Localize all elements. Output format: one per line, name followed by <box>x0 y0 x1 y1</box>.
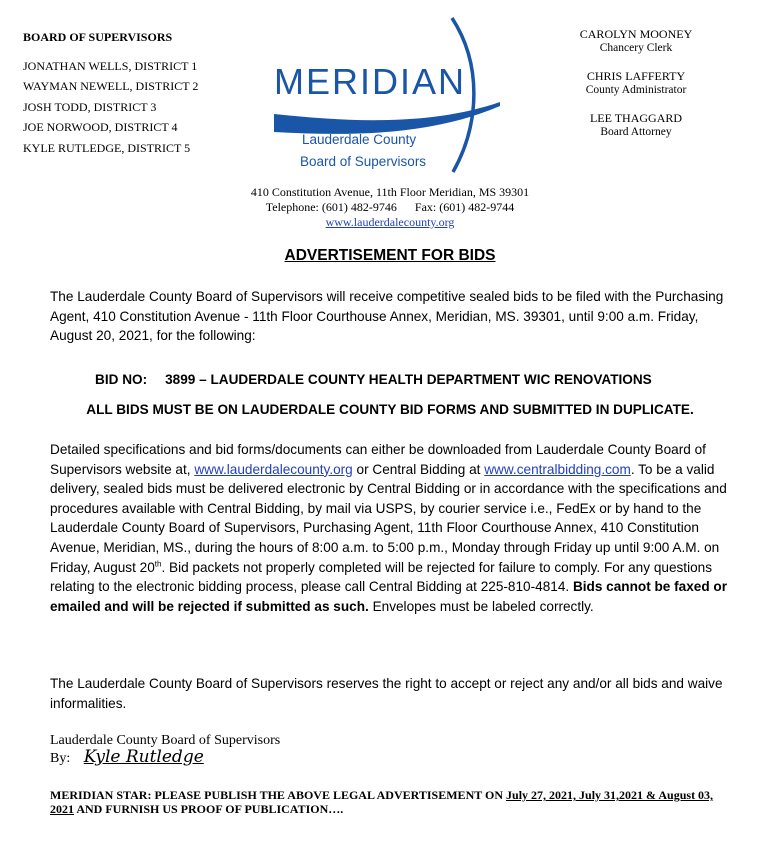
details-text: Envelopes must be labeled correctly. <box>368 598 594 614</box>
official-name: CHRIS LAFFERTY <box>586 69 686 83</box>
bid-number-text: 3899 – LAUDERDALE COUNTY HEALTH DEPARTMENT WIC RENOVATIONS <box>165 372 652 387</box>
signature-block <box>50 732 280 767</box>
reservation-paragraph: The Lauderdale County Board of Supervisors reserves the right to accept or reject any and/or all bids and waive informalities. <box>50 676 723 711</box>
official-role: Board Attorney <box>600 126 672 138</box>
lauderdale-link[interactable]: www.lauderdalecounty.org <box>194 461 353 477</box>
publication-instruction <box>50 788 740 816</box>
board-title: BOARD OF SUPERVISORS <box>23 30 173 44</box>
board-of-supervisors <box>23 27 198 158</box>
fax-label: Fax: <box>414 200 437 214</box>
signature-name: Kyle Rutledge <box>83 747 204 767</box>
phone-fax-line <box>200 200 580 215</box>
official-name: LEE THAGGARD <box>589 111 683 125</box>
fax: (601) 482-9744 <box>439 200 515 214</box>
details-text: . To be a valid delivery, sealed bids must be delivered electronic by Central Bidding or in accordance with the specifications and procedures available with Central Bidding, by mail via USPS, by courier service i.e., FedEx or by hand to the Lauderdale County Board of Supervisors, Purchasing Agent, 11th Floor Courthouse Annex, 410 Constitution Avenue, Meridian, MS., during the hours of 8:00 a.m. to 5:00 p.m., Monday through Friday up until 9:00 A.M. on Friday, August 20 <box>50 461 727 575</box>
board-member: KYLE RUTLEDGE, DISTRICT 5 <box>23 140 191 155</box>
details-paragraph <box>50 440 740 616</box>
details-text: . Bid packets not properly completed will be rejected for failure to comply. For any questions relating to the electronic bidding process, please call Central Bidding at 225-810-4814. <box>50 559 713 595</box>
telephone-label: Telephone: <box>265 200 319 214</box>
intro-paragraph: The Lauderdale County Board of Supervisors will receive competitive sealed bids to be filed with the Purchasing Agent, 410 Constitution Avenue - 11th Floor Courthouse Annex, Meridian, MS. 39301, until 9:00 a.m. Friday, August 20, 2021, for the following: <box>50 289 724 344</box>
official-name: CAROLYN MOONEY <box>579 27 693 41</box>
meridian-logo <box>270 14 500 174</box>
logo-subtitle-1: Lauderdale County <box>302 132 417 147</box>
logo-title: MERIDIAN <box>274 61 467 102</box>
board-member: JOSH TODD, DISTRICT 3 <box>23 99 157 114</box>
publish-suffix: AND FURNISH US PROOF OF PUBLICATION…. <box>74 802 344 816</box>
logo-subtitle-2: Board of Supervisors <box>300 154 427 169</box>
official <box>560 69 712 97</box>
by-label: By: <box>50 751 71 766</box>
board-member: WAYMAN NEWELL, DISTRICT 2 <box>23 79 199 93</box>
website-link[interactable]: www.lauderdalecounty.org <box>325 215 455 229</box>
bid-number <box>95 372 652 387</box>
details-text: or Central Bidding at <box>352 461 485 477</box>
fax-email-warning: Bids cannot be faxed or emailed and will be rejected if submitted as such. <box>50 579 728 614</box>
details-text: Detailed specifications and bid forms/documents can either be downloaded from Lauderdale County Board of Supervisors website at, <box>50 442 706 477</box>
bid-number-label: BID NO: <box>95 372 148 387</box>
page-title: ADVERTISEMENT FOR BIDS <box>284 247 496 264</box>
publish-dates: July 27, 2021, July 31,2021 & August 03, 2021 <box>50 788 714 816</box>
publish-prefix: MERIDIAN STAR: PLEASE PUBLISH THE ABOVE LEGAL ADVERTISEMENT ON <box>50 788 507 802</box>
board-member: JOE NORWOOD, DISTRICT 4 <box>23 120 178 134</box>
duplicate-notice: ALL BIDS MUST BE ON LAUDERDALE COUNTY BID FORMS AND SUBMITTED IN DUPLICATE. <box>86 402 694 417</box>
official <box>560 27 712 55</box>
official-role: Chancery Clerk <box>599 42 673 54</box>
address: 410 Constitution Avenue, 11th Floor Meridian, MS 39301 <box>250 185 530 199</box>
board-member: JONATHAN WELLS, DISTRICT 1 <box>23 58 198 73</box>
logo-swoosh <box>274 102 500 134</box>
superscript: th <box>154 559 162 569</box>
telephone: (601) 482-9746 <box>321 200 397 214</box>
officials <box>560 27 712 153</box>
contact-block <box>200 185 580 230</box>
signature-org: Lauderdale County Board of Supervisors <box>50 733 281 748</box>
centralbidding-link[interactable]: www.centralbidding.com <box>484 461 631 477</box>
official-role: County Administrator <box>585 84 687 96</box>
official <box>560 111 712 139</box>
